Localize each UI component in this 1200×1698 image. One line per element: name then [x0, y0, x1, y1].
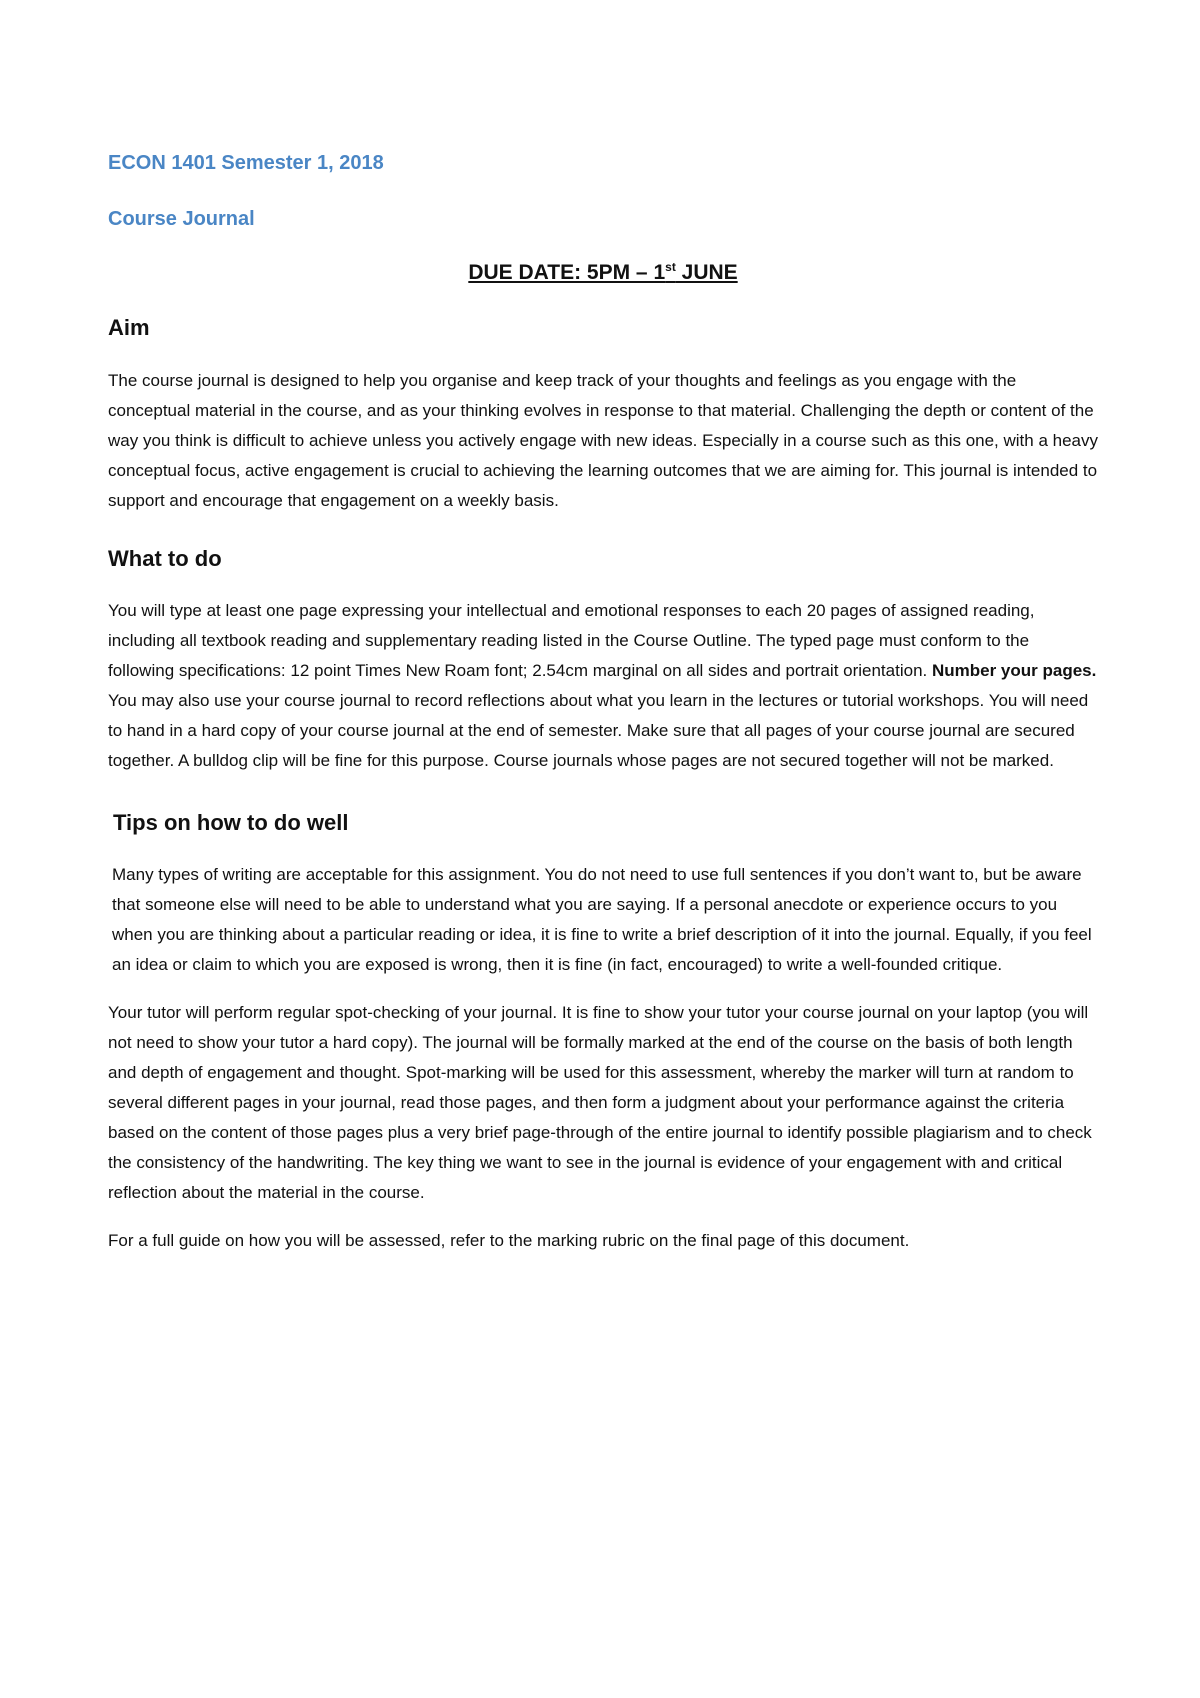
what-to-do-heading: What to do: [108, 545, 222, 571]
what-to-do-paragraph: [108, 596, 1098, 776]
course-code-heading: ECON 1401 Semester 1, 2018: [108, 152, 384, 174]
tips-paragraph-1: Many types of writing are acceptable for this assignment. You do not need to use full sentences if you don’t want to, but be aware that someone else will need to be able to understand what you are saying. If a personal anecdote or experience occurs to you when you are thinking about a particular reading or idea, it is fine to write a brief description of it into the journal. Equally, if you feel an idea or claim to which you are exposed is wrong, then it is fine (in fact, encouraged) to write a well-founded critique.: [112, 865, 1092, 975]
number-pages-emphasis: Number your pages.: [931, 660, 1097, 680]
what-to-do-text-part2: You may also use your course journal to record reflections about what you learn in the lectures or tutorial workshops. You will need to hand in a hard copy of your course journal at the end of semester. Make sure that all pages of your course journal are secured together. A bulldog clip will be fine for this purpose. Course journals whose pages are not secured together will not be marked.: [108, 690, 1089, 770]
tips-paragraph-2: Your tutor will perform regular spot-checking of your journal. It is fine to show your tutor your course journal on your laptop (you will not need to show your tutor a hard copy). The journal will be formally marked at the end of the course on the basis of both length and depth of engagement and thought. Spot-marking will be used for this assessment, whereby the marker will turn at random to several different pages in your journal, read those pages, and then form a judgment about your performance against the criteria based on the content of those pages plus a very brief page-through of the entire journal to identify possible plagiarism and to check the consistency of the handwriting. The key thing we want to see in the journal is evidence of your engagement with and critical reflection about the material in the course.: [108, 1003, 1092, 1203]
what-to-do-text-part1: You will type at least one page expressing your intellectual and emotional responses to each 20 pages of assigned reading, including all textbook reading and supplementary reading listed in the Course Outline. The typed page must conform to the following specifications: 12 point Times New Roam font; 2.54cm marginal on all sides and portrait orientation.: [108, 600, 1035, 680]
tips-paragraph-3: For a full guide on how you will be assessed, refer to the marking rubric on the final page of this document.: [108, 1231, 910, 1251]
tips-heading: Tips on how to do well: [113, 809, 349, 835]
due-date-prefix: DUE DATE: 5PM – 1: [468, 261, 666, 284]
due-date-superscript: st: [665, 260, 676, 274]
due-date-heading: [108, 260, 1098, 285]
aim-paragraph: The course journal is designed to help you organise and keep track of your thoughts and feelings as you engage with the conceptual material in the course, and as your thinking evolves in response to that material. Challenging the depth or content of the way you think is difficult to achieve unless you actively engage with new ideas. Especially in a course such as this one, with a heavy conceptual focus, active engagement is crucial to achieving the learning outcomes that we are aiming for. This journal is intended to support and encourage that engagement on a weekly basis.: [108, 370, 1099, 510]
document-title: Course Journal: [108, 208, 255, 230]
document-content: [108, 150, 1098, 1274]
due-date-suffix: JUNE: [675, 261, 738, 284]
aim-heading: Aim: [108, 315, 150, 341]
